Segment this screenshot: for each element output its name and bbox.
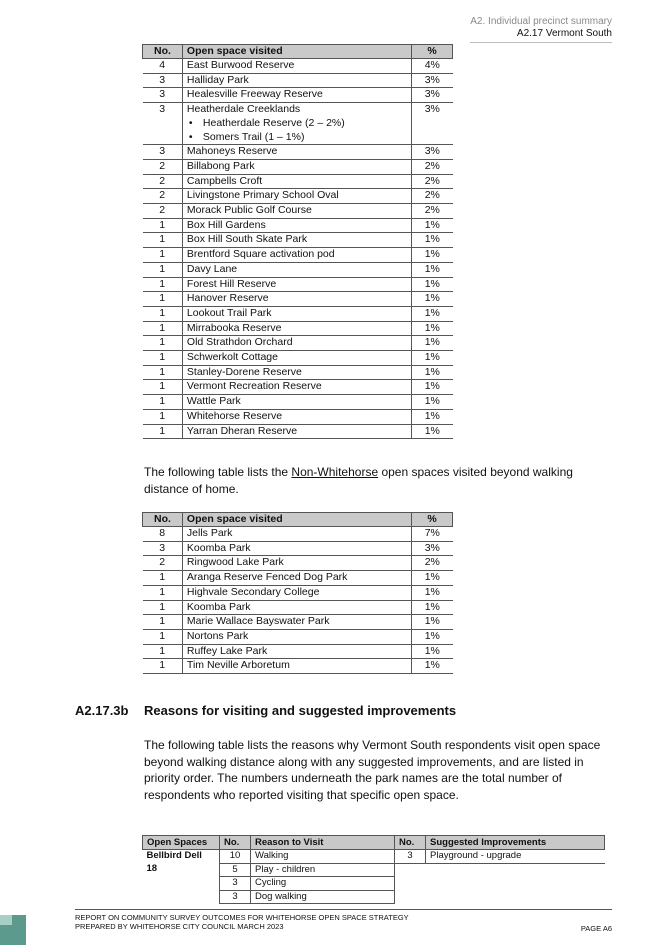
open-space-label: Lookout Trail Park	[186, 306, 272, 319]
open-space-label: Schwerkolt Cottage	[186, 351, 278, 364]
visit-percent: 1%	[412, 321, 453, 336]
table-row	[143, 321, 453, 336]
open-space-label: Highvale Secondary College	[186, 585, 320, 598]
open-space-label: Ringwood Lake Park	[186, 556, 284, 569]
open-space-label: Mirrabooka Reserve	[186, 321, 282, 334]
visit-percent: 1%	[412, 409, 453, 424]
open-space-name	[182, 336, 411, 351]
col-open-space: Open space visited	[182, 513, 411, 527]
table-row	[143, 145, 453, 160]
visit-count: 3	[143, 103, 183, 145]
visit-count: 1	[143, 380, 183, 395]
table-row	[143, 103, 453, 145]
reasons-improvements-table	[142, 835, 605, 904]
open-space-name	[182, 659, 411, 674]
table-row	[143, 409, 453, 424]
visit-count: 1	[143, 424, 183, 439]
table-row	[143, 292, 453, 307]
section-title: Reasons for visiting and suggested improvements	[144, 703, 457, 718]
col-no: No.	[143, 45, 183, 59]
open-space-name	[182, 629, 411, 644]
visit-percent: 4%	[412, 59, 453, 74]
table-row	[143, 248, 453, 263]
open-space-name	[182, 248, 411, 263]
col-percent: %	[412, 45, 453, 59]
section-paragraph: The following table lists the reasons why Vermont South respondents visit open space beyond walking distance along with any suggested improvements, and are listed in priority order. The numbers underneath the park names are the total number of respondents who reported visiting that specific open space.	[144, 738, 601, 802]
col-no: No.	[143, 513, 183, 527]
visit-count: 3	[143, 88, 183, 103]
table-row	[143, 262, 453, 277]
open-space-name	[182, 306, 411, 321]
visit-percent: 7%	[412, 527, 453, 542]
table-row	[143, 850, 605, 864]
open-space-name	[182, 103, 411, 145]
sub-location: • Somers Trail (1 – 1%)	[187, 131, 407, 145]
improvement-count: 3	[395, 850, 426, 864]
table-row	[143, 59, 453, 74]
open-space-name	[182, 88, 411, 103]
visit-count: 1	[143, 571, 183, 586]
col-open-spaces: Open Spaces	[143, 836, 220, 850]
table-row	[143, 541, 453, 556]
open-space-name	[182, 189, 411, 204]
running-header	[470, 16, 612, 43]
visit-count: 1	[143, 659, 183, 674]
visit-count: 1	[143, 336, 183, 351]
visit-count: 2	[143, 189, 183, 204]
table-row	[143, 351, 453, 366]
visit-count: 1	[143, 615, 183, 630]
open-space-name	[182, 395, 411, 410]
visit-count: 3	[143, 73, 183, 88]
table-row	[143, 233, 453, 248]
open-space-name	[182, 541, 411, 556]
visit-percent: 1%	[412, 629, 453, 644]
visit-percent: 1%	[412, 424, 453, 439]
reason-text: Walking	[251, 850, 395, 864]
reason-text: Cycling	[251, 877, 395, 891]
visit-percent: 1%	[412, 306, 453, 321]
visit-count: 2	[143, 174, 183, 189]
open-space-label: Koomba Park	[186, 541, 251, 554]
table-row	[143, 659, 453, 674]
open-space-label: Brentford Square activation pod	[186, 248, 335, 261]
visit-percent: 3%	[412, 541, 453, 556]
col-reason: Reason to Visit	[251, 836, 395, 850]
header-subsection: A2.17 Vermont South	[470, 28, 612, 43]
open-space-label: Whitehorse Reserve	[186, 409, 283, 422]
improvement-text: Playground - upgrade	[426, 850, 605, 864]
open-space-name	[182, 277, 411, 292]
visit-count: 1	[143, 262, 183, 277]
open-space-label: Wattle Park	[186, 395, 241, 408]
open-space-label: Davy Lane	[186, 262, 238, 275]
open-space-label: Vermont Recreation Reserve	[186, 380, 322, 393]
visit-percent: 1%	[412, 365, 453, 380]
open-space-label: Box Hill South Skate Park	[186, 233, 308, 246]
open-space-name	[182, 615, 411, 630]
visit-percent: 1%	[412, 659, 453, 674]
non-whitehorse-intro	[144, 464, 604, 497]
visit-count: 1	[143, 306, 183, 321]
table-row	[143, 424, 453, 439]
col-open-space: Open space visited	[182, 45, 411, 59]
open-space-label: Tim Neville Arboretum	[186, 659, 290, 672]
visit-count: 1	[143, 292, 183, 307]
open-space-name	[182, 145, 411, 160]
visit-percent: 1%	[412, 292, 453, 307]
table-row	[143, 527, 453, 542]
visit-count: 1	[143, 351, 183, 366]
visit-percent: 2%	[412, 204, 453, 219]
visit-percent: 1%	[412, 571, 453, 586]
open-space-label: Stanley-Dorene Reserve	[186, 365, 302, 378]
visit-percent: 1%	[412, 233, 453, 248]
table-row	[143, 88, 453, 103]
reason-text: Dog walking	[251, 890, 395, 904]
page-footer	[75, 909, 612, 931]
reason-count: 3	[220, 890, 251, 904]
open-space-name	[182, 321, 411, 336]
reason-count: 5	[220, 863, 251, 877]
open-space-label: Healesville Freeway Reserve	[186, 88, 323, 101]
open-space-name	[182, 59, 411, 74]
visit-count: 1	[143, 644, 183, 659]
visit-count: 2	[143, 159, 183, 174]
visit-percent: 3%	[412, 145, 453, 160]
visit-count: 1	[143, 277, 183, 292]
open-space-name	[182, 159, 411, 174]
intro-text-after: open spaces visited beyond walking distance of home.	[144, 465, 573, 496]
visit-percent: 1%	[412, 395, 453, 410]
open-space-label: Box Hill Gardens	[186, 218, 266, 231]
visit-count: 1	[143, 409, 183, 424]
visit-percent: 3%	[412, 73, 453, 88]
visit-count: 1	[143, 218, 183, 233]
visit-percent: 1%	[412, 218, 453, 233]
table-row	[143, 644, 453, 659]
table-row	[143, 571, 453, 586]
visit-percent: 1%	[412, 277, 453, 292]
open-space-label: Halliday Park	[186, 73, 249, 86]
footer-report-title: REPORT ON COMMUNITY SURVEY OUTCOMES FOR WHITEHORSE OPEN SPACE STRATEGY	[75, 913, 409, 922]
visit-percent: 2%	[412, 189, 453, 204]
corner-decoration	[0, 915, 26, 945]
open-space-label: Forest Hill Reserve	[186, 277, 277, 290]
open-space-name	[182, 218, 411, 233]
reason-text: Play - children	[251, 863, 395, 877]
visit-percent: 2%	[412, 174, 453, 189]
visit-count: 1	[143, 365, 183, 380]
table-row	[143, 277, 453, 292]
reason-count: 3	[220, 877, 251, 891]
table-row	[143, 380, 453, 395]
visit-percent: 2%	[412, 159, 453, 174]
open-space-label: Hanover Reserve	[186, 292, 269, 305]
sub-location: • Heatherdale Reserve (2 – 2%)	[187, 117, 407, 131]
visit-count: 1	[143, 585, 183, 600]
table-row	[143, 585, 453, 600]
col-percent: %	[412, 513, 453, 527]
header-section: A2. Individual precinct summary	[470, 16, 612, 27]
table-row	[143, 629, 453, 644]
visit-percent: 1%	[412, 336, 453, 351]
open-space-label: Billabong Park	[186, 159, 255, 172]
open-space-label: Yarran Dheran Reserve	[186, 424, 298, 437]
table-row	[143, 204, 453, 219]
open-space-name	[182, 644, 411, 659]
section-number: A2.17.3b	[75, 703, 129, 718]
visit-count: 4	[143, 59, 183, 74]
open-space-name	[182, 365, 411, 380]
open-space-label: Nortons Park	[186, 629, 249, 642]
table-row	[143, 365, 453, 380]
non-whitehorse-open-spaces-table	[142, 512, 453, 674]
open-space-label: Campbells Croft	[186, 174, 263, 187]
table-row	[143, 600, 453, 615]
open-space-label: Old Strathdon Orchard	[186, 336, 293, 349]
table-row	[143, 306, 453, 321]
visit-percent: 1%	[412, 351, 453, 366]
visit-percent: 1%	[412, 380, 453, 395]
visit-count: 3	[143, 541, 183, 556]
visit-percent: 2%	[412, 556, 453, 571]
open-space-name	[182, 233, 411, 248]
open-space-label: Livingstone Primary School Oval	[186, 189, 339, 202]
table-row	[143, 73, 453, 88]
reason-count: 10	[220, 850, 251, 864]
visit-percent: 1%	[412, 615, 453, 630]
visit-count: 1	[143, 629, 183, 644]
visit-count: 2	[143, 556, 183, 571]
visit-percent: 1%	[412, 585, 453, 600]
table-row	[143, 615, 453, 630]
open-space-label: Heatherdale Creeklands	[186, 103, 301, 116]
visit-count: 1	[143, 248, 183, 263]
intro-text-before: The following table lists the	[144, 465, 292, 479]
non-whitehorse-term: Non-Whitehorse	[291, 465, 379, 479]
table-row	[143, 336, 453, 351]
visit-percent: 1%	[412, 248, 453, 263]
open-space-name	[182, 409, 411, 424]
visit-count: 1	[143, 233, 183, 248]
park-name: Bellbird Dell	[146, 850, 202, 861]
open-space-name	[182, 585, 411, 600]
visit-percent: 1%	[412, 262, 453, 277]
table-row	[143, 189, 453, 204]
park-count: 18	[146, 862, 158, 874]
visit-count: 1	[143, 395, 183, 410]
visit-percent: 3%	[412, 103, 453, 145]
col-reason-no: No.	[220, 836, 251, 850]
open-space-name	[182, 204, 411, 219]
park-cell	[143, 850, 220, 904]
whitehorse-open-spaces-table	[142, 44, 453, 439]
open-space-label: Mahoneys Reserve	[186, 145, 278, 158]
open-space-label: Marie Wallace Bayswater Park	[186, 615, 330, 628]
open-space-label: Koomba Park	[186, 600, 251, 613]
open-space-name	[182, 292, 411, 307]
open-space-name	[182, 351, 411, 366]
page-number: PAGE A6	[580, 924, 612, 933]
table-row	[143, 218, 453, 233]
open-space-name	[182, 73, 411, 88]
footer-prepared-by: PREPARED BY WHITEHORSE CITY COUNCIL MARCH 2023	[75, 922, 284, 931]
col-improvement-no: No.	[395, 836, 426, 850]
open-space-name	[182, 424, 411, 439]
open-space-name	[182, 556, 411, 571]
open-space-name	[182, 527, 411, 542]
visit-percent: 1%	[412, 644, 453, 659]
open-space-label: Aranga Reserve Fenced Dog Park	[186, 571, 348, 584]
table-row	[143, 556, 453, 571]
open-space-label: Morack Public Golf Course	[186, 204, 312, 217]
visit-count: 1	[143, 600, 183, 615]
open-space-name	[182, 174, 411, 189]
open-space-label: East Burwood Reserve	[186, 59, 295, 71]
table-row	[143, 395, 453, 410]
open-space-label: Jells Park	[186, 527, 233, 539]
visit-count: 2	[143, 204, 183, 219]
open-space-name	[182, 600, 411, 615]
open-space-name	[182, 262, 411, 277]
open-space-name	[182, 380, 411, 395]
table-row	[143, 174, 453, 189]
open-space-label: Ruffey Lake Park	[186, 644, 268, 657]
col-improvement: Suggested Improvements	[426, 836, 605, 850]
visit-count: 3	[143, 145, 183, 160]
visit-percent: 1%	[412, 600, 453, 615]
visit-count: 8	[143, 527, 183, 542]
visit-percent: 3%	[412, 88, 453, 103]
table-row	[143, 159, 453, 174]
open-space-name	[182, 571, 411, 586]
visit-count: 1	[143, 321, 183, 336]
